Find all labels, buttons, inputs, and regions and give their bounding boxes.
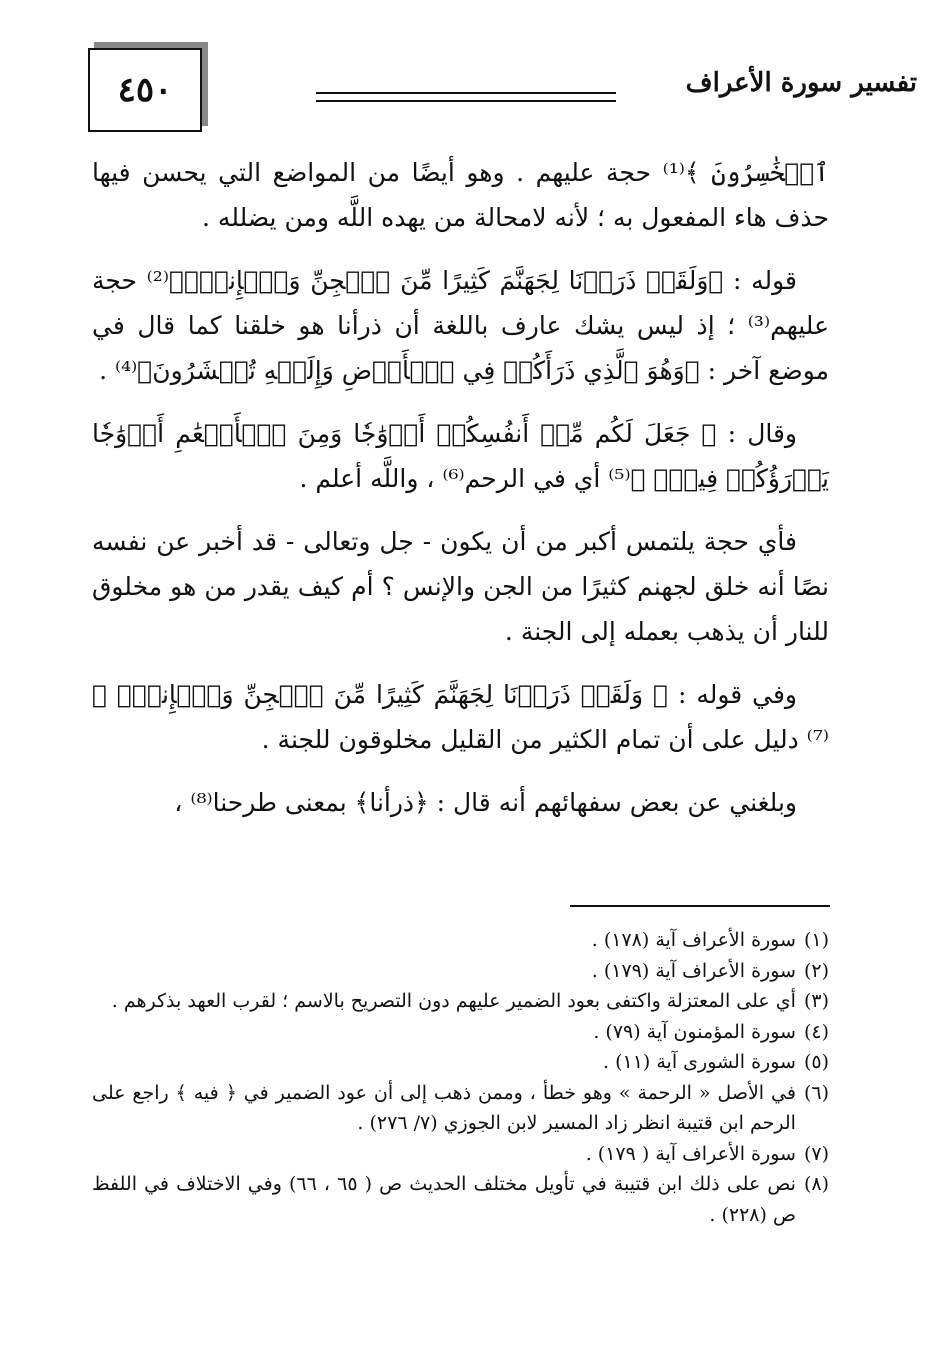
footnote-text: نص على ذلك ابن قتيبة في تأويل مختلف الحديث ص ( ٦٥ ، ٦٦) وفي الاختلاف في اللفظ ص (٢٢٨) . xyxy=(92,1173,796,1226)
footnote-number: (٢) xyxy=(803,959,829,982)
footnote-number: (٨) xyxy=(803,1173,829,1195)
footnote xyxy=(92,1017,829,1048)
footnote-number: (٣) xyxy=(803,990,829,1012)
paragraph: قوله : ﴿وَلَقَدۡ ذَرَأۡنَا لِجَهَنَّمَ كَثِيرًا مِّنَ ٱلۡجِنِّ وَٱلۡإِنسِۖ﴾⁽²⁾ حجة عليهم⁽³⁾ ؛ إذ ليس يشك عارف باللغة أن ذرأنا هو خلقنا كما قال في موضع آخر : ﴿وَهُوَ ٱلَّذِي ذَرَأَكُمۡ فِي ٱلۡأَرۡضِ وَإِلَيۡهِ تُحۡشَرُونَ﴾⁽⁴⁾ . xyxy=(92,266,829,385)
footnote-number: (٥) xyxy=(803,1051,829,1073)
paragraph: فأي حجة يلتمس أكبر من أن يكون - جل وتعالى - قد أخبر عن نفسه نصًا أنه خلق لجهنم كثيرًا من الجن والإنس ؟ أم كيف يقدر من هو مخلوق للنار أن يذهب بعمله إلى الجنة . xyxy=(92,527,829,646)
footnote xyxy=(92,1047,829,1078)
footnote-number: (١) xyxy=(803,929,829,951)
footnote-text: في الأصل « الرحمة » وهو خطأ ، وممن ذهب إلى أن عود الضمير في ﴿ فيه ﴾ راجع على الرحم ابن قتيبة انظر زاد المسير لابن الجوزي (٧/ ٢٧٦) . xyxy=(92,1081,796,1134)
footnote xyxy=(92,925,829,956)
paragraph: ٱلۡخَٰسِرُونَ ﴾⁽¹⁾ حجة عليهم . وهو أيضًا من المواضع التي يحسن فيها حذف هاء المفعول به ؛ لأنه لامحالة من يهده اللَّه ومن يضلله . xyxy=(92,158,829,232)
paragraph: وقال : ﴿ جَعَلَ لَكُم مِّنۡ أَنفُسِكُمۡ أَزۡوَٰجٗا وَمِنَ ٱلۡأَنۡعَٰمِ أَزۡوَٰجٗا يَذۡرَؤُكُمۡ فِيهِۚ ﴾⁽⁵⁾ أي في الرحم⁽⁶⁾ ، واللَّه أعلم . xyxy=(92,419,829,493)
footnote-text: أي على المعتزلة واكتفى بعود الضمير عليهم دون التصريح بالاسم ؛ لقرب العهد بذكرهم . xyxy=(111,990,796,1012)
footnote xyxy=(92,1139,829,1170)
footnote-text: سورة الأعراف آية ( ١٧٩) . xyxy=(585,1142,796,1165)
page-number: ٤٥٠ xyxy=(117,70,173,110)
paragraph: وفي قوله : ﴿ وَلَقَدۡ ذَرَأۡنَا لِجَهَنَّمَ كَثِيرًا مِّنَ ٱلۡجِنِّ وَٱلۡإِنسِۖ ﴾⁽⁷⁾ دليل على أن تمام الكثير من القليل مخلوقون للجنة . xyxy=(92,680,829,754)
footnote-text: سورة الأعراف آية (١٧٩) . xyxy=(591,959,796,982)
page-number-box xyxy=(88,48,202,132)
footnote-text: سورة الشورى آية (١١) . xyxy=(602,1051,796,1073)
footnote-text: سورة المؤمنون آية (٧٩) . xyxy=(593,1020,796,1043)
main-text xyxy=(92,150,829,843)
header-rule xyxy=(316,92,616,102)
footnote xyxy=(92,986,829,1017)
footnote-number: (٤) xyxy=(803,1020,829,1043)
footnote xyxy=(92,1078,829,1139)
running-title: تفسير سورة الأعراف xyxy=(685,68,917,98)
footnote-number: (٧) xyxy=(803,1142,829,1165)
page-header xyxy=(88,40,947,150)
footnote-separator xyxy=(570,905,830,907)
footnote xyxy=(92,1169,829,1230)
footnote-text: سورة الأعراف آية (١٧٨) . xyxy=(591,929,796,951)
footnote xyxy=(92,956,829,987)
footnotes xyxy=(92,925,829,1230)
footnote-number: (٦) xyxy=(803,1081,829,1104)
paragraph: وبلغني عن بعض سفهائهم أنه قال : ﴿ذرأنا﴾ بمعنى طرحنا⁽⁸⁾ ، xyxy=(174,788,797,817)
